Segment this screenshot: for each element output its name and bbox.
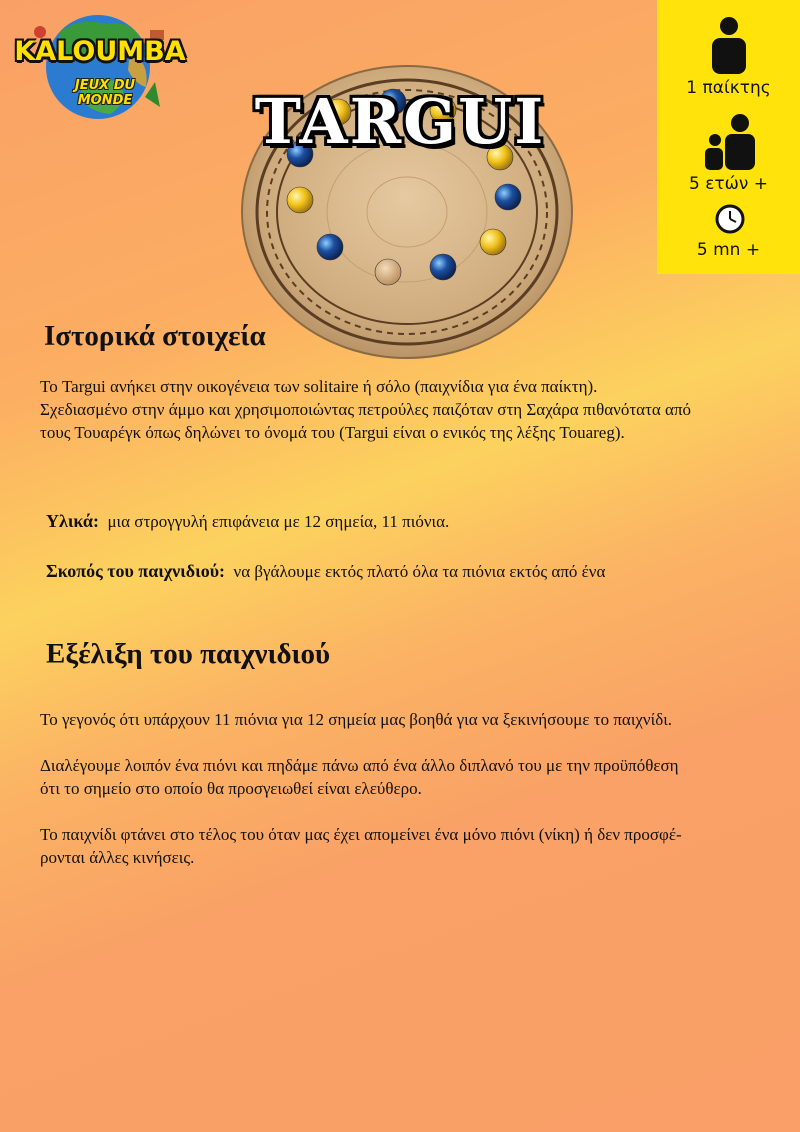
goal-row: [46, 561, 766, 582]
person-icon: [709, 16, 749, 74]
materials-row: [46, 511, 766, 532]
materials-text: μια στρογγυλή επιφάνεια με 12 σημεία, 11 πιόνια.: [107, 512, 450, 531]
materials-label: Υλικά:: [46, 511, 99, 531]
history-line: τους Τουαρέγκ όπως δηλώνει το όνομά του (Targui είναι ο ενικός της λέξης Touareg).: [40, 423, 625, 442]
game-info-box: [657, 0, 800, 274]
gameplay-paragraph-1: Το γεγονός ότι υπάρχουν 11 πιόνια για 12 σημεία μας βοηθά για να ξεκινήσουμε το παιχνίδι.: [40, 710, 673, 729]
game-title: TARGUI: [254, 85, 546, 158]
clock-icon: [715, 204, 745, 234]
kaloumba-logo: [10, 12, 185, 122]
marble-piece: [375, 259, 401, 285]
play-duration: 5 mn +: [696, 240, 761, 260]
marble-piece: [317, 234, 343, 260]
players-count: 1 παίκτης: [686, 78, 771, 98]
goal-label: Σκοπός του παιχνιδιού:: [46, 561, 226, 581]
goal-text: να βγάλουμε εκτός πλατό όλα τα πιόνια εκτός από ένα: [233, 562, 606, 581]
marble-piece: [495, 184, 521, 210]
logo-subtitle: JEUX DU MONDE: [74, 78, 136, 108]
marble-piece: [480, 229, 506, 255]
gameplay-heading: Εξέλιξη του παιχνιδιού: [46, 638, 331, 670]
gameplay-line: ότι το σημείο στο οποίο θα προσγειωθεί είναι ελεύθερο.: [40, 779, 422, 798]
gameplay-line: Το παιχνίδι φτάνει στο τέλος του όταν μας έχει απομείνει ένα μόνο πιόνι (νίκη) ή δεν προσφέ-: [40, 825, 682, 844]
history-line: Σχεδιασμένο στην άμμο και χρησιμοποιώντας πετρούλες παιζόταν στη Σαχάρα πιθανότατα από: [40, 400, 692, 419]
history-paragraph: [40, 375, 770, 444]
age-range: 5 ετών +: [688, 174, 769, 194]
history-line: Το Targui ανήκει στην οικογένεια των solitaire ή σόλο (παιχνίδια για ένα παίκτη).: [40, 377, 598, 396]
people-icon: [705, 114, 755, 170]
gameplay-paragraph-3: [40, 823, 770, 869]
marble-piece: [287, 187, 313, 213]
gameplay-paragraph-2: [40, 754, 770, 800]
history-heading: Ιστορικά στοιχεία: [44, 320, 266, 352]
gameplay-line: Διαλέγουμε λοιπόν ένα πιόνι και πηδάμε πάνω από ένα άλλο διπλανό του με την προϋπόθεση: [40, 756, 679, 775]
gameplay-line: ρονται άλλες κινήσεις.: [40, 848, 195, 867]
logo-wordmark: KALOUMBA: [14, 36, 186, 67]
marble-piece: [430, 254, 456, 280]
